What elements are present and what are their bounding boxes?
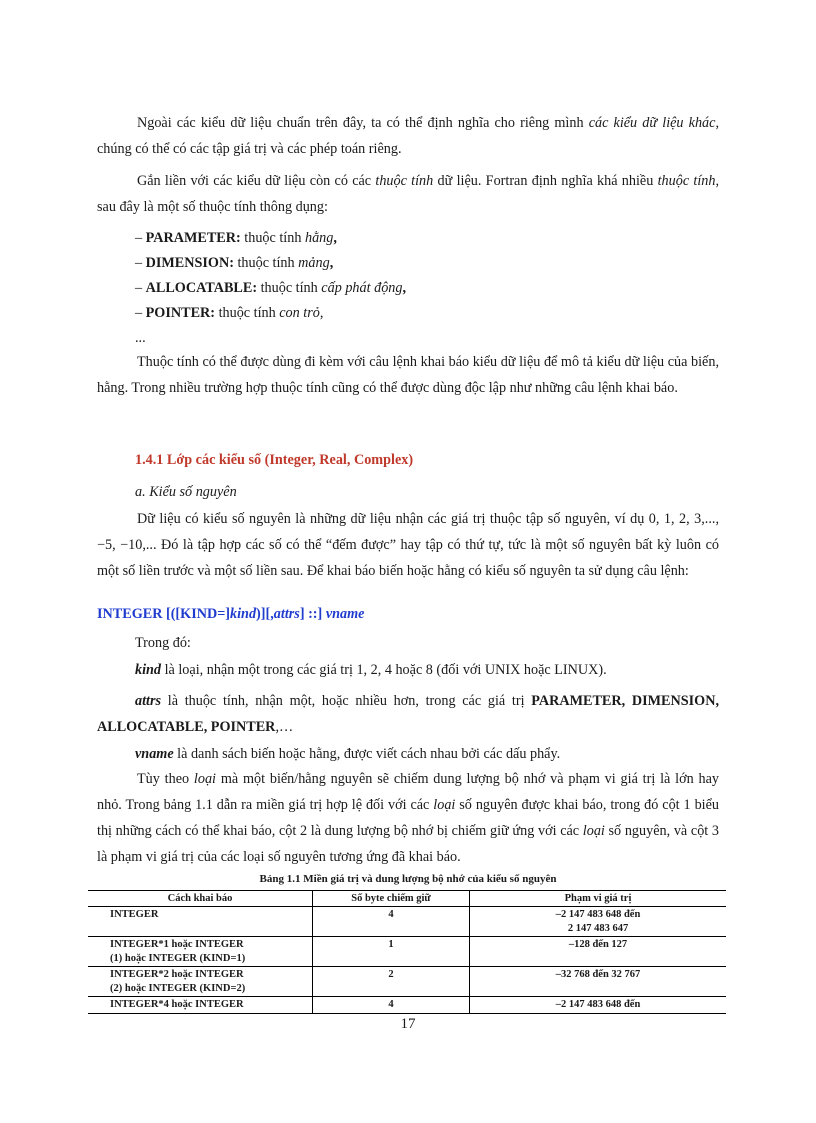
subsection-heading: a. Kiểu số nguyên xyxy=(135,484,237,500)
table-cell: –2 147 483 648 đến 2 147 483 647 xyxy=(470,907,727,937)
table-header: Cách khai báo xyxy=(88,891,313,907)
paragraph-custom-types: Ngoài các kiểu dữ liệu chuẩn trên đây, ta có thể định nghĩa cho riêng mình các kiểu dữ liệu khác, chúng có thể có các tập giá trị và các phép toán riêng. xyxy=(97,115,719,157)
section-heading: 1.4.1 Lớp các kiểu số (Integer, Real, Complex) xyxy=(135,452,414,468)
list-item-allocatable: – ALLOCATABLE: thuộc tính cấp phát động, xyxy=(135,280,407,296)
paragraph-attributes-intro: Gắn liền với các kiểu dữ liệu còn có các thuộc tính dữ liệu. Fortran định nghĩa khá nhiều thuộc tính, sau đây là một số thuộc tính thông dụng: xyxy=(97,173,720,215)
table-caption: Bảng 1.1 Miền giá trị và dung lượng bộ nhớ của kiểu số nguyên xyxy=(259,873,557,885)
list-item-dimension: – DIMENSION: thuộc tính mảng, xyxy=(135,255,334,271)
page-number: 17 xyxy=(400,1016,416,1032)
vname-definition: vname là danh sách biến hoặc hằng, được viết cách nhau bởi các dấu phẩy. xyxy=(135,746,561,762)
table-cell: 1 xyxy=(313,937,470,967)
table-cell: INTEGER*2 hoặc INTEGER (2) hoặc INTEGER (KIND=2) xyxy=(88,967,313,997)
table-cell: –32 768 đến 32 767 xyxy=(470,967,727,997)
table-header: Phạm vi giá trị xyxy=(470,891,727,907)
table-row xyxy=(88,997,726,1014)
table-header: Số byte chiếm giữ xyxy=(313,891,470,907)
paragraph-integer-description: Dữ liệu có kiểu số nguyên là những dữ liệu nhận các giá trị thuộc tập số nguyên, ví dụ 0, 1, 2, 3,..., −5, −10,... Đó là tập hợp các số có thể “đếm được” hay tập có thứ tự, tức là một số nguyên bất kỳ luôn có một số liền trước và một số liền sau. Để khai báo biến hoặc hằng có kiểu số nguyên ta sử dụng câu lệnh: xyxy=(97,511,719,579)
table-header-row xyxy=(88,891,726,907)
list-item-parameter: – PARAMETER: thuộc tính hằng, xyxy=(135,230,337,246)
table-cell: INTEGER*1 hoặc INTEGER (1) hoặc INTEGER (KIND=1) xyxy=(88,937,313,967)
table-cell: –2 147 483 648 đến xyxy=(470,997,727,1014)
attrs-definition: attrs là thuộc tính, nhận một, hoặc nhiều hơn, trong các giá trị PARAMETER, DIMENSION, ALLOCATABLE, POINTER,… xyxy=(97,693,719,735)
paragraph-attribute-usage: Thuộc tính có thể được dùng đi kèm với câu lệnh khai báo kiểu dữ liệu để mô tả kiểu dữ liệu của biến, hằng. Trong nhiều trường hợp thuộc tính cũng có thể được dùng độc lập như những câu lệnh khai báo. xyxy=(97,354,719,396)
table-cell: 4 xyxy=(313,907,470,937)
list-ellipsis: ... xyxy=(135,330,146,346)
table-row xyxy=(88,937,726,967)
table-cell: –128 đến 127 xyxy=(470,937,727,967)
kind-definition: kind là loại, nhận một trong các giá trị 1, 2, 4 hoặc 8 (đối với UNIX hoặc LINUX). xyxy=(135,662,607,678)
table-cell: 2 xyxy=(313,967,470,997)
table-cell: 4 xyxy=(313,997,470,1014)
trong-do-label: Trong đó: xyxy=(135,635,191,651)
table-row xyxy=(88,967,726,997)
integer-range-table xyxy=(88,890,726,1014)
list-item-pointer: – POINTER: thuộc tính con trỏ, xyxy=(135,305,324,321)
table-cell: INTEGER xyxy=(88,907,313,937)
table-row xyxy=(88,907,726,937)
table-cell: INTEGER*4 hoặc INTEGER xyxy=(88,997,313,1014)
integer-syntax: INTEGER [([KIND=]kind)][,attrs] ::] vname xyxy=(97,606,365,622)
paragraph-table-intro: Tùy theo loại mà một biến/hằng nguyên sẽ chiếm dung lượng bộ nhớ và phạm vi giá trị là lớn hay nhỏ. Trong bảng 1.1 dẫn ra miền giá trị hợp lệ đối với các loại số nguyên được khai báo, trong đó cột 1 biểu thị những cách có thể khai báo, cột 2 là dung lượng bộ nhớ bị chiếm giữ ứng với các loại số nguyên, và cột 3 là phạm vi giá trị của các loại số nguyên tương ứng đã khai báo. xyxy=(97,771,720,865)
